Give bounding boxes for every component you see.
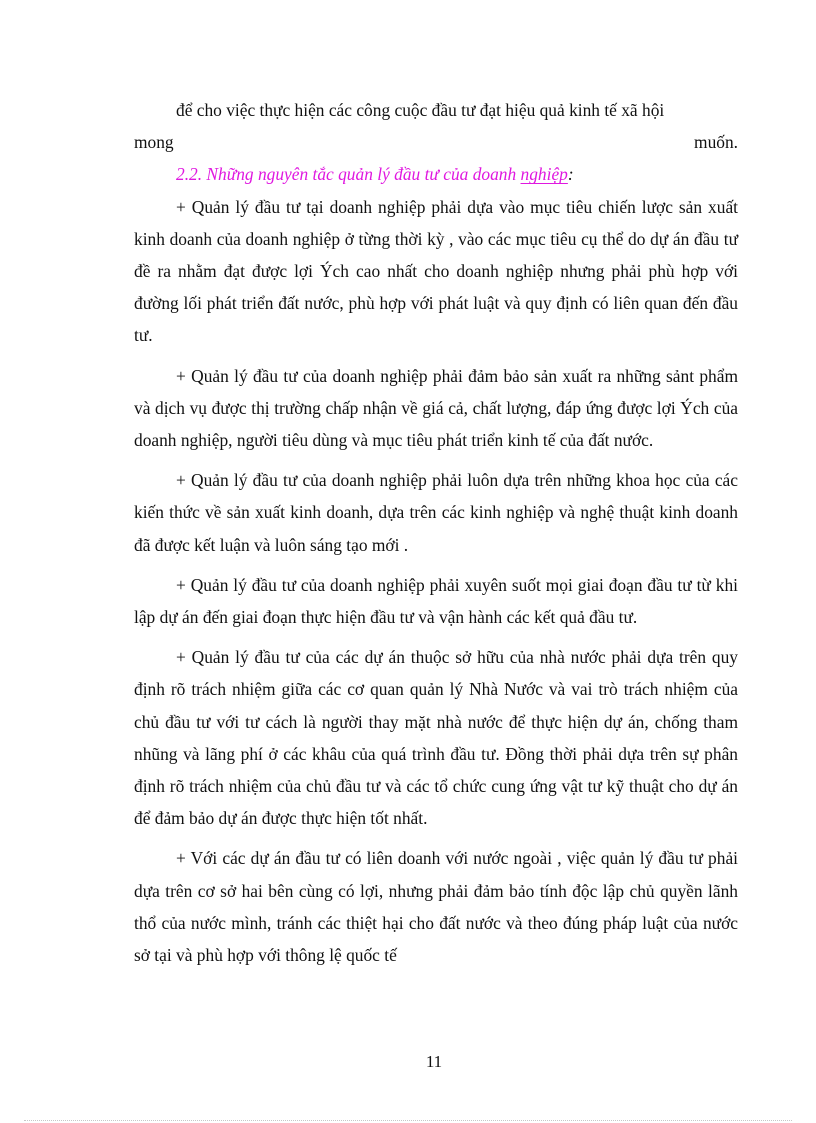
heading-colon: :	[567, 164, 574, 185]
page-bottom-divider	[24, 1120, 792, 1121]
paragraph-6: + Với các dự án đầu tư có liên doanh với nước ngoài , việc quản lý đầu tư phải dựa trên cơ sở hai bên cùng có lợi, nhưng phải đảm bảo tính độc lập chủ quyền lãnh thổ của nước mình, tránh các thiệt hại cho đất nước và theo đúng pháp luật của nước sở tại và phù hợp với thông lệ quốc tế	[134, 848, 738, 966]
paragraph-1: + Quản lý đầu tư tại doanh nghiệp phải dựa vào mục tiêu chiến lược sản xuất kinh doanh của doanh nghiệp ở từng thời kỳ , vào các mục tiêu cụ thể do dự án đầu tư đề ra nhằm đạt được lợi Ých cao nhất cho doanh nghiệp nhưng phải phù hợp với đường lối phát triển đất nước, phù hợp với phát luật và quy định có liên quan đến đầu tư.	[134, 196, 738, 346]
body-text	[134, 94, 738, 971]
continuation-line-1: để cho việc thực hiện các công cuộc đầu tư đạt hiệu quả kinh tế xã hội	[176, 100, 665, 120]
section-heading	[134, 158, 738, 190]
page-number: 11	[425, 1052, 443, 1071]
paragraph-5: + Quản lý đầu tư của các dự án thuộc sở hữu của nhà nước phải dựa trên quy định rõ trách nhiệm giữa các cơ quan quản lý Nhà Nước và vai trò trách nhiệm của chủ đầu tư với tư cách là người thay mặt nhà nước để thực hiện dự án, chống tham nhũng và lãng phí ở các khâu của quá trình đầu tư. Đồng thời phải dựa trên sự phân định rõ trách nhiệm của chủ đầu tư và các tổ chức cung ứng vật tư kỹ thuật cho dự án để đảm bảo dự án được thực hiện tốt nhất.	[134, 647, 738, 829]
heading-text: 2.2. Những nguyên tắc quản lý đầu tư của doanh	[176, 164, 521, 185]
paragraph-3: + Quản lý đầu tư của doanh nghiệp phải luôn dựa trên những khoa học của các kiến thức về sản xuất kinh doanh, dựa trên các kinh nghiệp và nghệ thuật kinh doanh đã được kết luận và luôn sáng tạo mới .	[134, 470, 738, 555]
paragraph-4: + Quản lý đầu tư của doanh nghiệp phải xuyên suốt mọi giai đoạn đầu tư từ khi lập dự án đến giai đoạn thực hiện đầu tư và vận hành các kết quả đầu tư.	[134, 574, 738, 628]
heading-underlined-word: nghiệp	[520, 164, 568, 185]
continuation-line-2: mong muốn.	[134, 132, 738, 153]
paragraph-2: + Quản lý đầu tư của doanh nghiệp phải đảm bảo sản xuất ra những sảnt phẩm và dịch vụ được thị trường chấp nhận về giá cả, chất lượng, đáp ứng được lợi Ých của doanh nghiệp, người tiêu dùng và mục tiêu phát triển kinh tế của đất nước.	[134, 365, 738, 451]
